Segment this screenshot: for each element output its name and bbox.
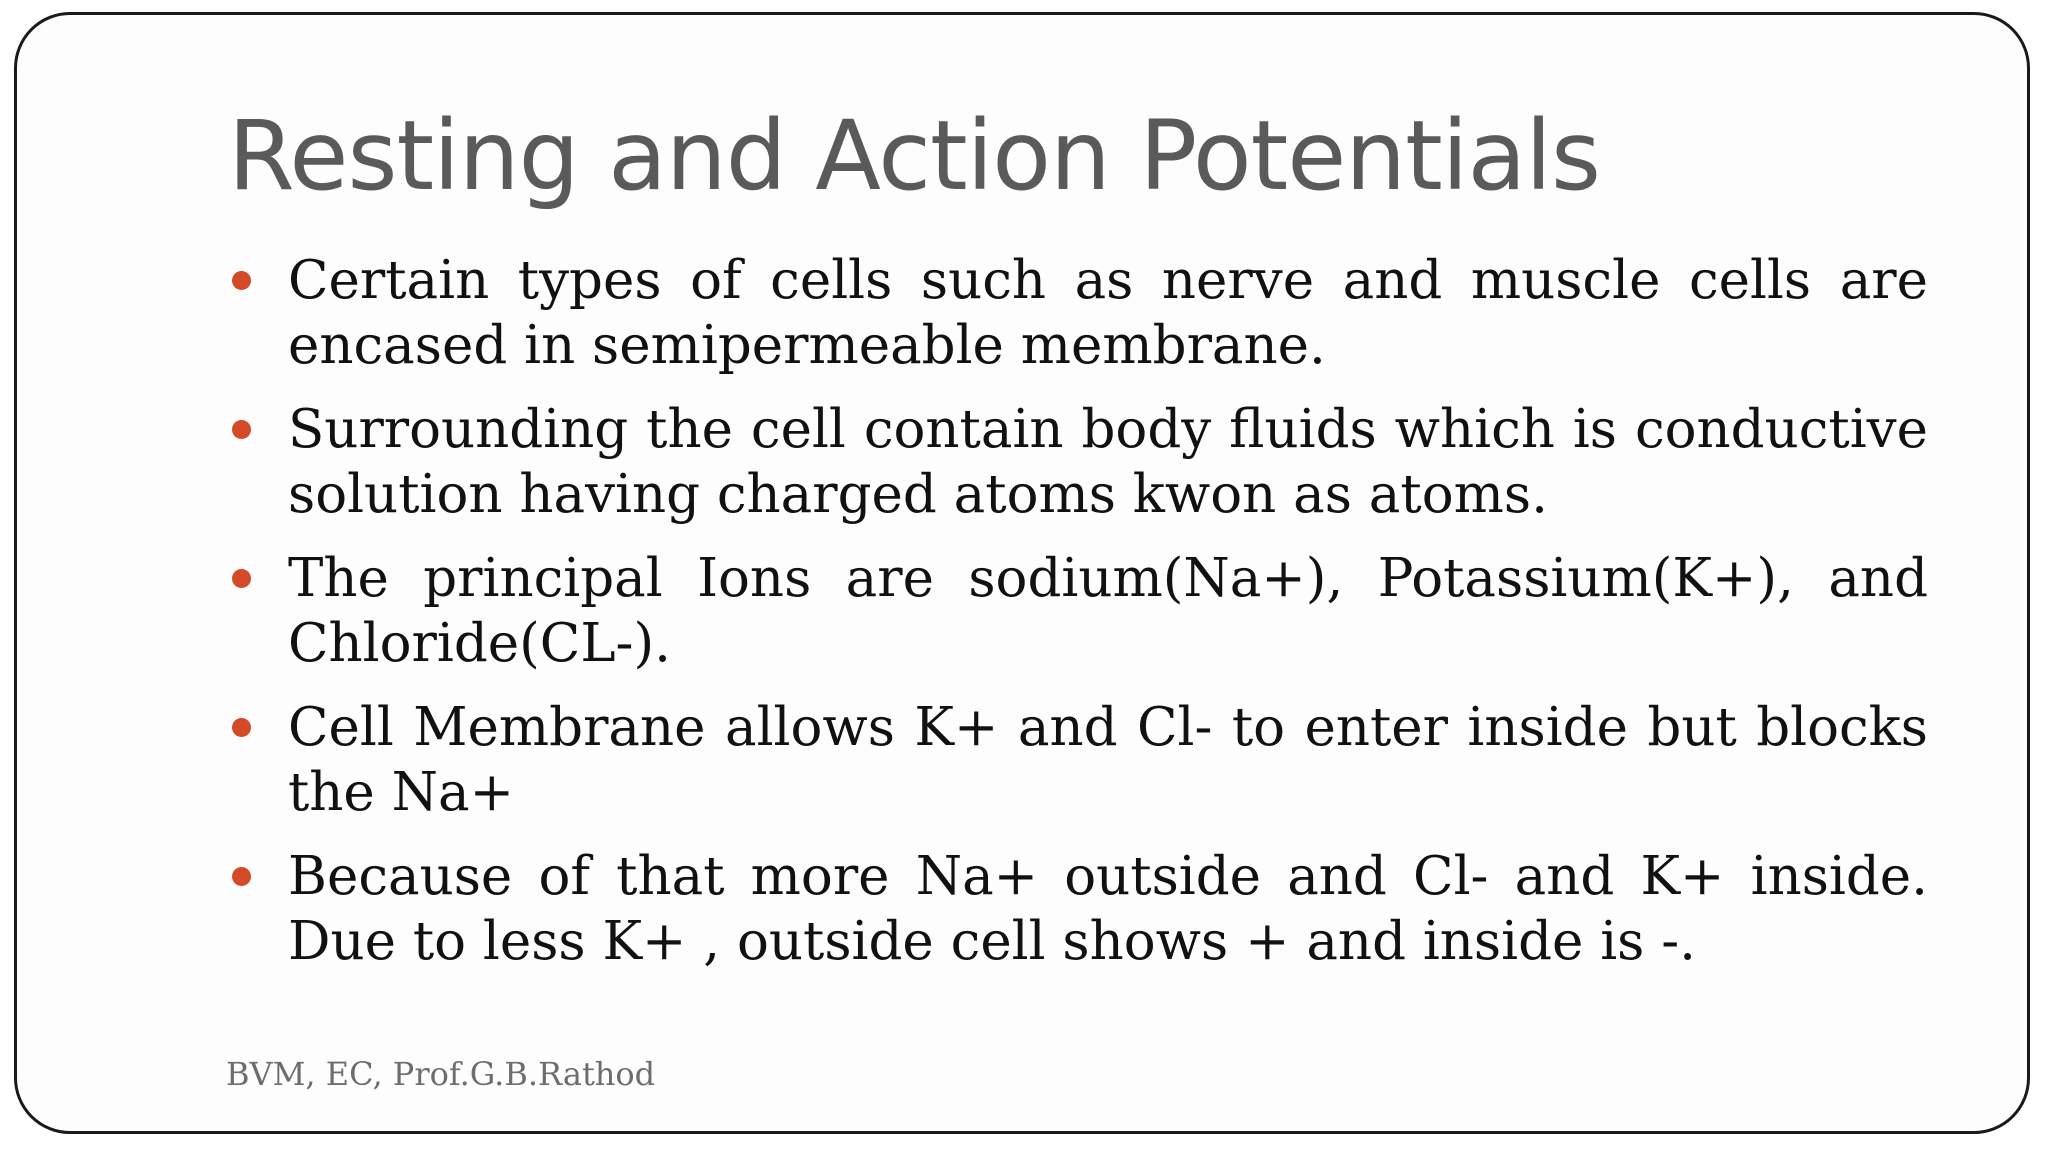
bullet-item — [228, 844, 1928, 974]
bullet-text: Because of that more Na+ outside and Cl- and K+ inside. Due to less K+ , outside cell shows + and inside is -. — [288, 846, 1928, 972]
slide-footer: BVM, EC, Prof.G.B.Rathod — [226, 1055, 656, 1093]
bullet-list — [228, 248, 1928, 993]
bullet-text: The principal Ions are sodium(Na+), Potassium(K+), and Chloride(CL-). — [288, 548, 1928, 674]
slide-title: Resting and Action Potentials — [228, 100, 1600, 212]
bullet-item — [228, 546, 1928, 676]
bullet-dot-icon — [232, 569, 251, 588]
bullet-dot-icon — [232, 271, 251, 290]
bullet-item — [228, 695, 1928, 825]
bullet-item — [228, 248, 1928, 378]
bullet-dot-icon — [232, 718, 251, 737]
bullet-text: Certain types of cells such as nerve and muscle cells are encased in semipermeable membrane. — [288, 250, 1928, 376]
bullet-text: Cell Membrane allows K+ and Cl- to enter inside but blocks the Na+ — [288, 697, 1928, 823]
bullet-dot-icon — [232, 420, 251, 439]
bullet-item — [228, 397, 1928, 527]
bullet-text: Surrounding the cell contain body fluids which is conductive solution having charged atoms kwon as atoms. — [288, 399, 1928, 525]
bullet-dot-icon — [232, 867, 251, 886]
